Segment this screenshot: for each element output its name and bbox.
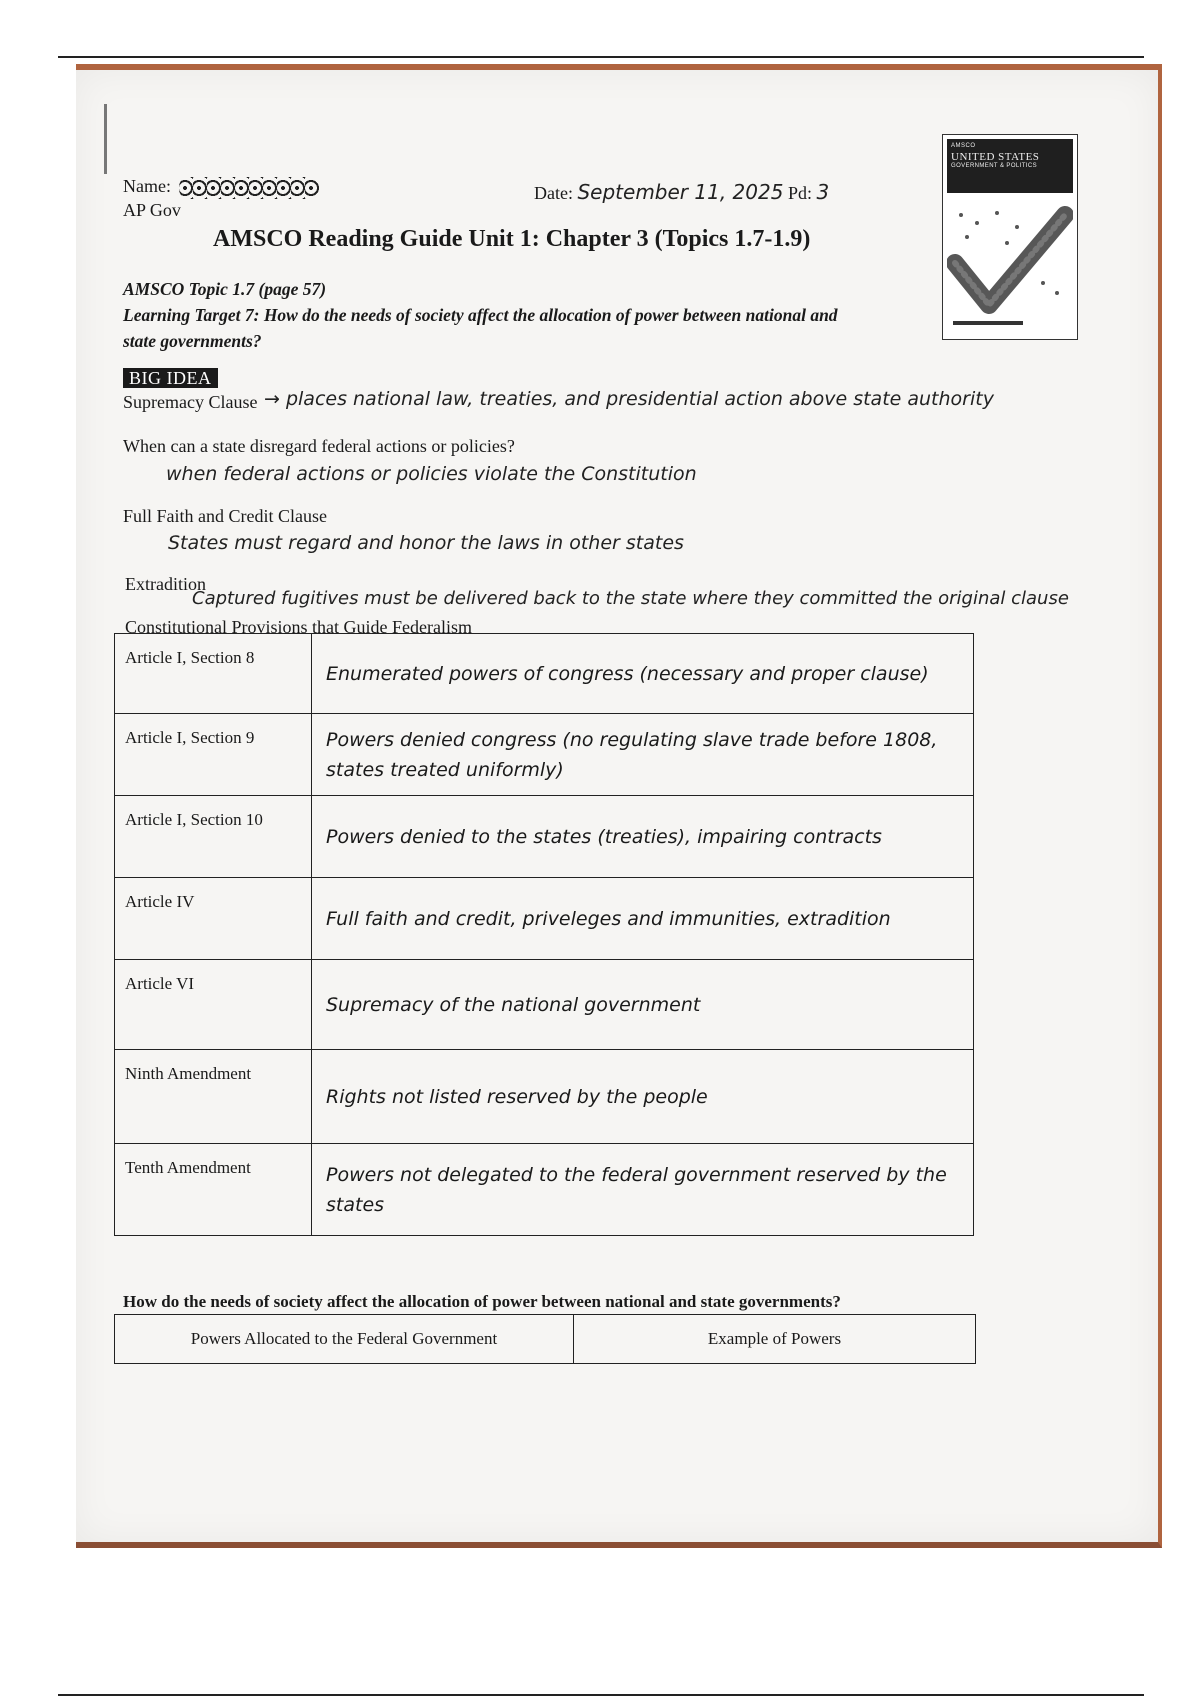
table-row — [115, 796, 974, 878]
book-cover-image — [942, 134, 1078, 340]
allocation-col-header: Powers Allocated to the Federal Government — [115, 1315, 574, 1364]
date-value: September 11, 2025 — [577, 180, 784, 204]
allocation-table — [114, 1314, 976, 1364]
topic-block — [123, 276, 858, 354]
date-label: Date: — [534, 183, 573, 203]
book-title: UNITED STATES — [951, 151, 1040, 163]
full-faith-label: Full Faith and Credit Clause — [123, 506, 327, 526]
margin-mark — [104, 104, 107, 174]
provision-label: Article I, Section 10 — [115, 796, 312, 878]
provision-answer: Powers denied congress (no regulating slave trade before 1808, states treated uniformly) — [312, 714, 974, 796]
course-label: AP Gov — [123, 200, 181, 220]
learning-target: Learning Target 7: How do the needs of society affect the allocation of power between national and state governments? — [123, 305, 838, 351]
page-title: AMSCO Reading Guide Unit 1: Chapter 3 (Topics 1.7-1.9) — [213, 226, 811, 252]
table-row — [115, 878, 974, 960]
disregard-answer: when federal actions or policies violate the Constitution — [166, 463, 697, 485]
full-faith-answer: States must regard and honor the laws in other states — [168, 532, 684, 554]
provision-label: Article VI — [115, 960, 312, 1050]
supremacy-clause-answer: → places national law, treaties, and presidential action above state authority — [264, 388, 994, 410]
page-bottom-rule — [58, 1694, 1144, 1696]
provision-answer: Full faith and credit, priveleges and immunities, extradition — [312, 878, 974, 960]
topic-heading: AMSCO Topic 1.7 (page 57) — [123, 279, 327, 299]
table-row — [115, 1144, 974, 1236]
name-line — [123, 176, 319, 199]
table-row — [115, 714, 974, 796]
extradition-label: Extradition — [125, 574, 206, 594]
big-idea-badge: BIG IDEA — [123, 368, 218, 389]
provision-answer: Rights not listed reserved by the people — [312, 1050, 974, 1144]
period-value: 3 — [816, 180, 830, 204]
provision-answer: Supremacy of the national government — [312, 960, 974, 1050]
extradition-answer: Captured fugitives must be delivered back to the state where they committed the original clause — [192, 588, 1069, 609]
book-subtitle: GOVERNMENT & POLITICS — [951, 163, 1037, 169]
table-row — [115, 634, 974, 714]
name-label: Name: — [123, 176, 171, 196]
disregard-question: When can a state disregard federal actions or policies? — [123, 436, 515, 456]
provision-label: Ninth Amendment — [115, 1050, 312, 1144]
provision-label: Article IV — [115, 878, 312, 960]
provisions-caption: Constitutional Provisions that Guide Federalism — [125, 617, 472, 637]
provision-answer: Powers not delegated to the federal government reserved by the states — [312, 1144, 974, 1236]
supremacy-clause-label: Supremacy Clause — [123, 392, 258, 412]
table-row — [115, 960, 974, 1050]
provision-label: Article I, Section 8 — [115, 634, 312, 714]
redacted-name-scribble — [179, 177, 319, 199]
provision-label: Article I, Section 9 — [115, 714, 312, 796]
provision-answer: Enumerated powers of congress (necessary and proper clause) — [312, 634, 974, 714]
allocation-question: How do the needs of society affect the allocation of power between national and state governments? — [123, 1292, 841, 1311]
period-label: Pd: — [787, 183, 812, 203]
provisions-table — [114, 633, 974, 1236]
table-row — [115, 1050, 974, 1144]
checkmark-illustration — [947, 193, 1073, 331]
provision-answer: Powers denied to the states (treaties), impairing contracts — [312, 796, 974, 878]
date-line — [534, 180, 829, 204]
provision-label: Tenth Amendment — [115, 1144, 312, 1236]
allocation-col-header: Example of Powers — [574, 1315, 976, 1364]
table-row — [115, 1315, 976, 1364]
page-top-rule — [58, 56, 1144, 58]
book-publisher: AMSCO — [951, 143, 976, 149]
